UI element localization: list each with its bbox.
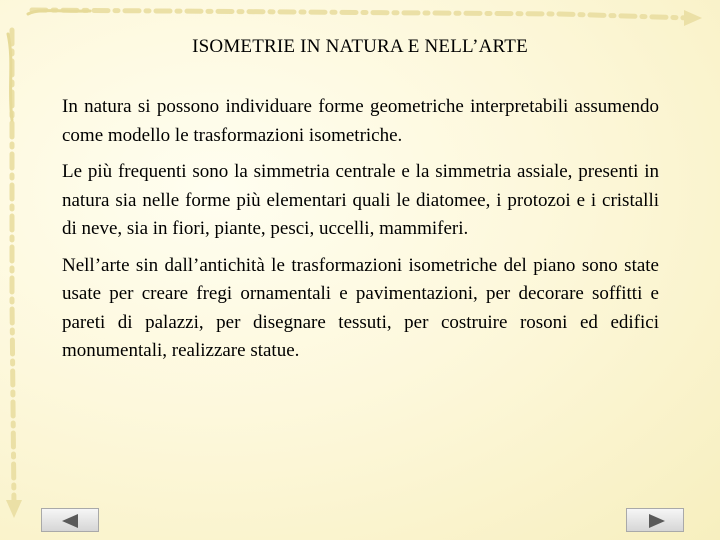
paragraph-nature: In natura si possono individuare forme geometriche interpretabili assumendo come modello le trasformazioni isometriche. (62, 96, 659, 146)
border-arrowhead-right (684, 10, 702, 26)
paragraph-art: Nell’arte sin dall’antichità le trasformazioni isometriche del piano sono state usate per creare fregi ornamentali e pavimentazioni, per decorare soffitti e pareti di palazzi, per disegnare tessuti, per costruire rosoni ed edifici monumentali, realizzare statue. (62, 254, 659, 361)
slide-body (62, 93, 659, 374)
previous-slide-button[interactable] (41, 508, 99, 532)
arrow-right-icon (627, 509, 685, 533)
slide-title: ISOMETRIE IN NATURA E NELL’ARTE (192, 36, 528, 57)
border-arrowhead-down (6, 500, 22, 518)
paragraph-symmetry: Le più frequenti sono la simmetria centrale e la simmetria assiale, presenti in natura sia nelle forme più elementari quali le diatomee, i protozoi e i cristalli di neve, sia in fiori, piante, pesci, uccelli, mammiferi. (62, 161, 659, 239)
next-slide-button[interactable] (626, 508, 684, 532)
arrow-left-icon (42, 509, 100, 533)
